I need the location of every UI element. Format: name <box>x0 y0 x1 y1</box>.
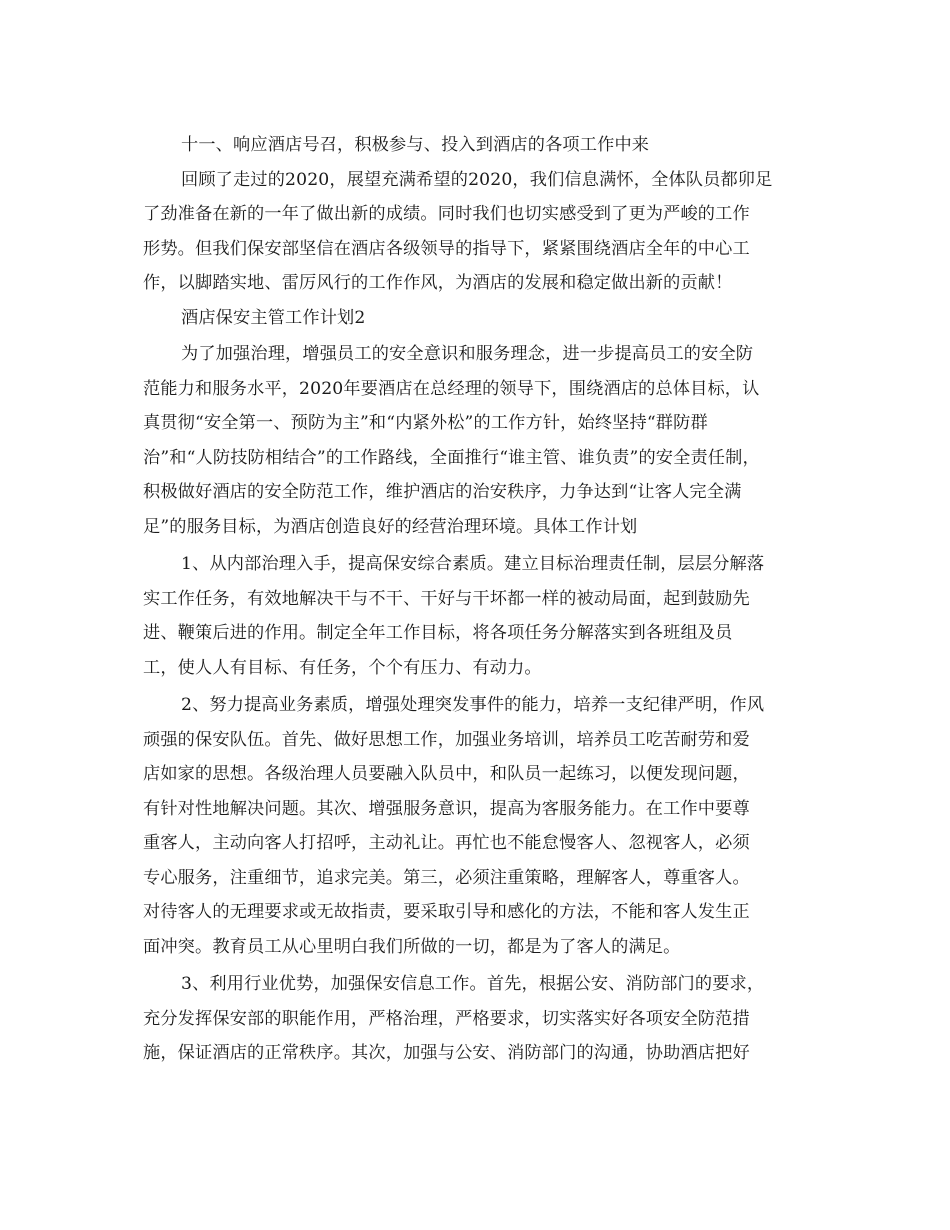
text-line: 1、从内部治理入手，提高保安综合素质。建立目标治理责任制，层层分解落 <box>181 554 765 574</box>
text-line: 进、鞭策后进的作用。制定全年工作目标，将各项任务分解落实到各班组及员 <box>143 623 733 643</box>
paragraph-intro <box>143 337 808 544</box>
text-line: 重客人，主动向客人打招呼，主动礼让。再忙也不能怠慢客人、忽视客人，必须 <box>143 833 750 853</box>
paragraph-point-1 <box>143 547 808 685</box>
text-line: 回顾了走过的2020，展望充满希望的2020，我们信息满怀，全体队员都卯足 <box>181 169 773 190</box>
document-body <box>143 128 808 1071</box>
text-line: 形势。但我们保安部坚信在酒店各级领导的指导下，紧紧围绕酒店全年的中心工 <box>143 238 750 259</box>
text-line: 为了加强治理，增强员工的安全意识和服务理念，进一步提高员工的安全防 <box>181 344 754 364</box>
text-line: 了劲准备在新的一年了做出新的成绩。同时我们也切实感受到了更为严峻的工作 <box>143 204 750 224</box>
text-line: 作，以脚踏实地、雷厉风行的工作作风，为酒店的发展和稳定做出新的贡献！ <box>143 273 733 293</box>
text-line: 专心服务，注重细节，追求完美。第三，必须注重策略，理解客人，尊重客人。 <box>143 867 750 888</box>
text-line: 范能力和服务水平，2020年要酒店在总经理的领导下，围绕酒店的总体目标，认 <box>143 378 760 399</box>
text-line: 3、利用行业优势，加强保安信息工作。首先，根据公安、消防部门的要求， <box>181 974 765 994</box>
text-line: 面冲突。教育员工从心里明白我们所做的一切，都是为了客人的满足。 <box>143 936 681 957</box>
text-line: 对待客人的无理要求或无故指责，要采取引导和感化的方法，不能和客人发生正 <box>143 902 750 922</box>
text-line: 工，使人人有目标、有任务，个个有压力、有动力。 <box>143 657 542 678</box>
text-line: 2、努力提高业务素质，增强处理突发事件的能力，培养一支纪律严明，作风 <box>181 695 765 715</box>
text-line: 治”和“人防技防相结合”的工作路线，全面推行“谁主管、谁负责”的安全责任制， <box>143 447 760 468</box>
text-line: 十一、响应酒店号召，积极参与、投入到酒店的各项工作中来 <box>181 135 650 155</box>
paragraph-point-3 <box>143 967 808 1071</box>
text-line: 施，保证酒店的正常秩序。其次，加强与公安、消防部门的沟通，协助酒店把好 <box>143 1043 750 1063</box>
paragraph-review <box>143 163 808 301</box>
text-line: 有针对性地解决问题。其次、增强服务意识，提高为客服务能力。在工作中要尊 <box>143 798 750 819</box>
section-heading <box>143 301 808 336</box>
paragraph-point-2 <box>143 688 808 964</box>
text-line: 顽强的保安队伍。首先、做好思想工作，加强业务培训，培养员工吃苦耐劳和爱 <box>143 729 750 750</box>
text-line: 充分发挥保安部的职能作用，严格治理，严格要求，切实落实好各项安全防范措 <box>143 1008 750 1029</box>
plan-title: 酒店保安主管工作计划2 <box>181 307 366 328</box>
text-line: 积极做好酒店的安全防范工作，维护酒店的治安秩序，力争达到“让客人完全满 <box>143 482 742 502</box>
text-line: 店如家的思想。各级治理人员要融入队员中，和队员一起练习，以便发现问题， <box>143 764 750 784</box>
text-line: 足”的服务目标，为酒店创造良好的经营治理环境。具体工作计划 <box>143 516 638 537</box>
text-line: 实工作任务，有效地解决干与不干、干好与干坏都一样的被动局面，起到鼓励先 <box>143 588 750 609</box>
paragraph-item-11 <box>143 128 808 163</box>
text-line: 真贯彻“安全第一、预防为主”和“内紧外松”的工作方针，始终坚持“群防群 <box>143 413 708 433</box>
